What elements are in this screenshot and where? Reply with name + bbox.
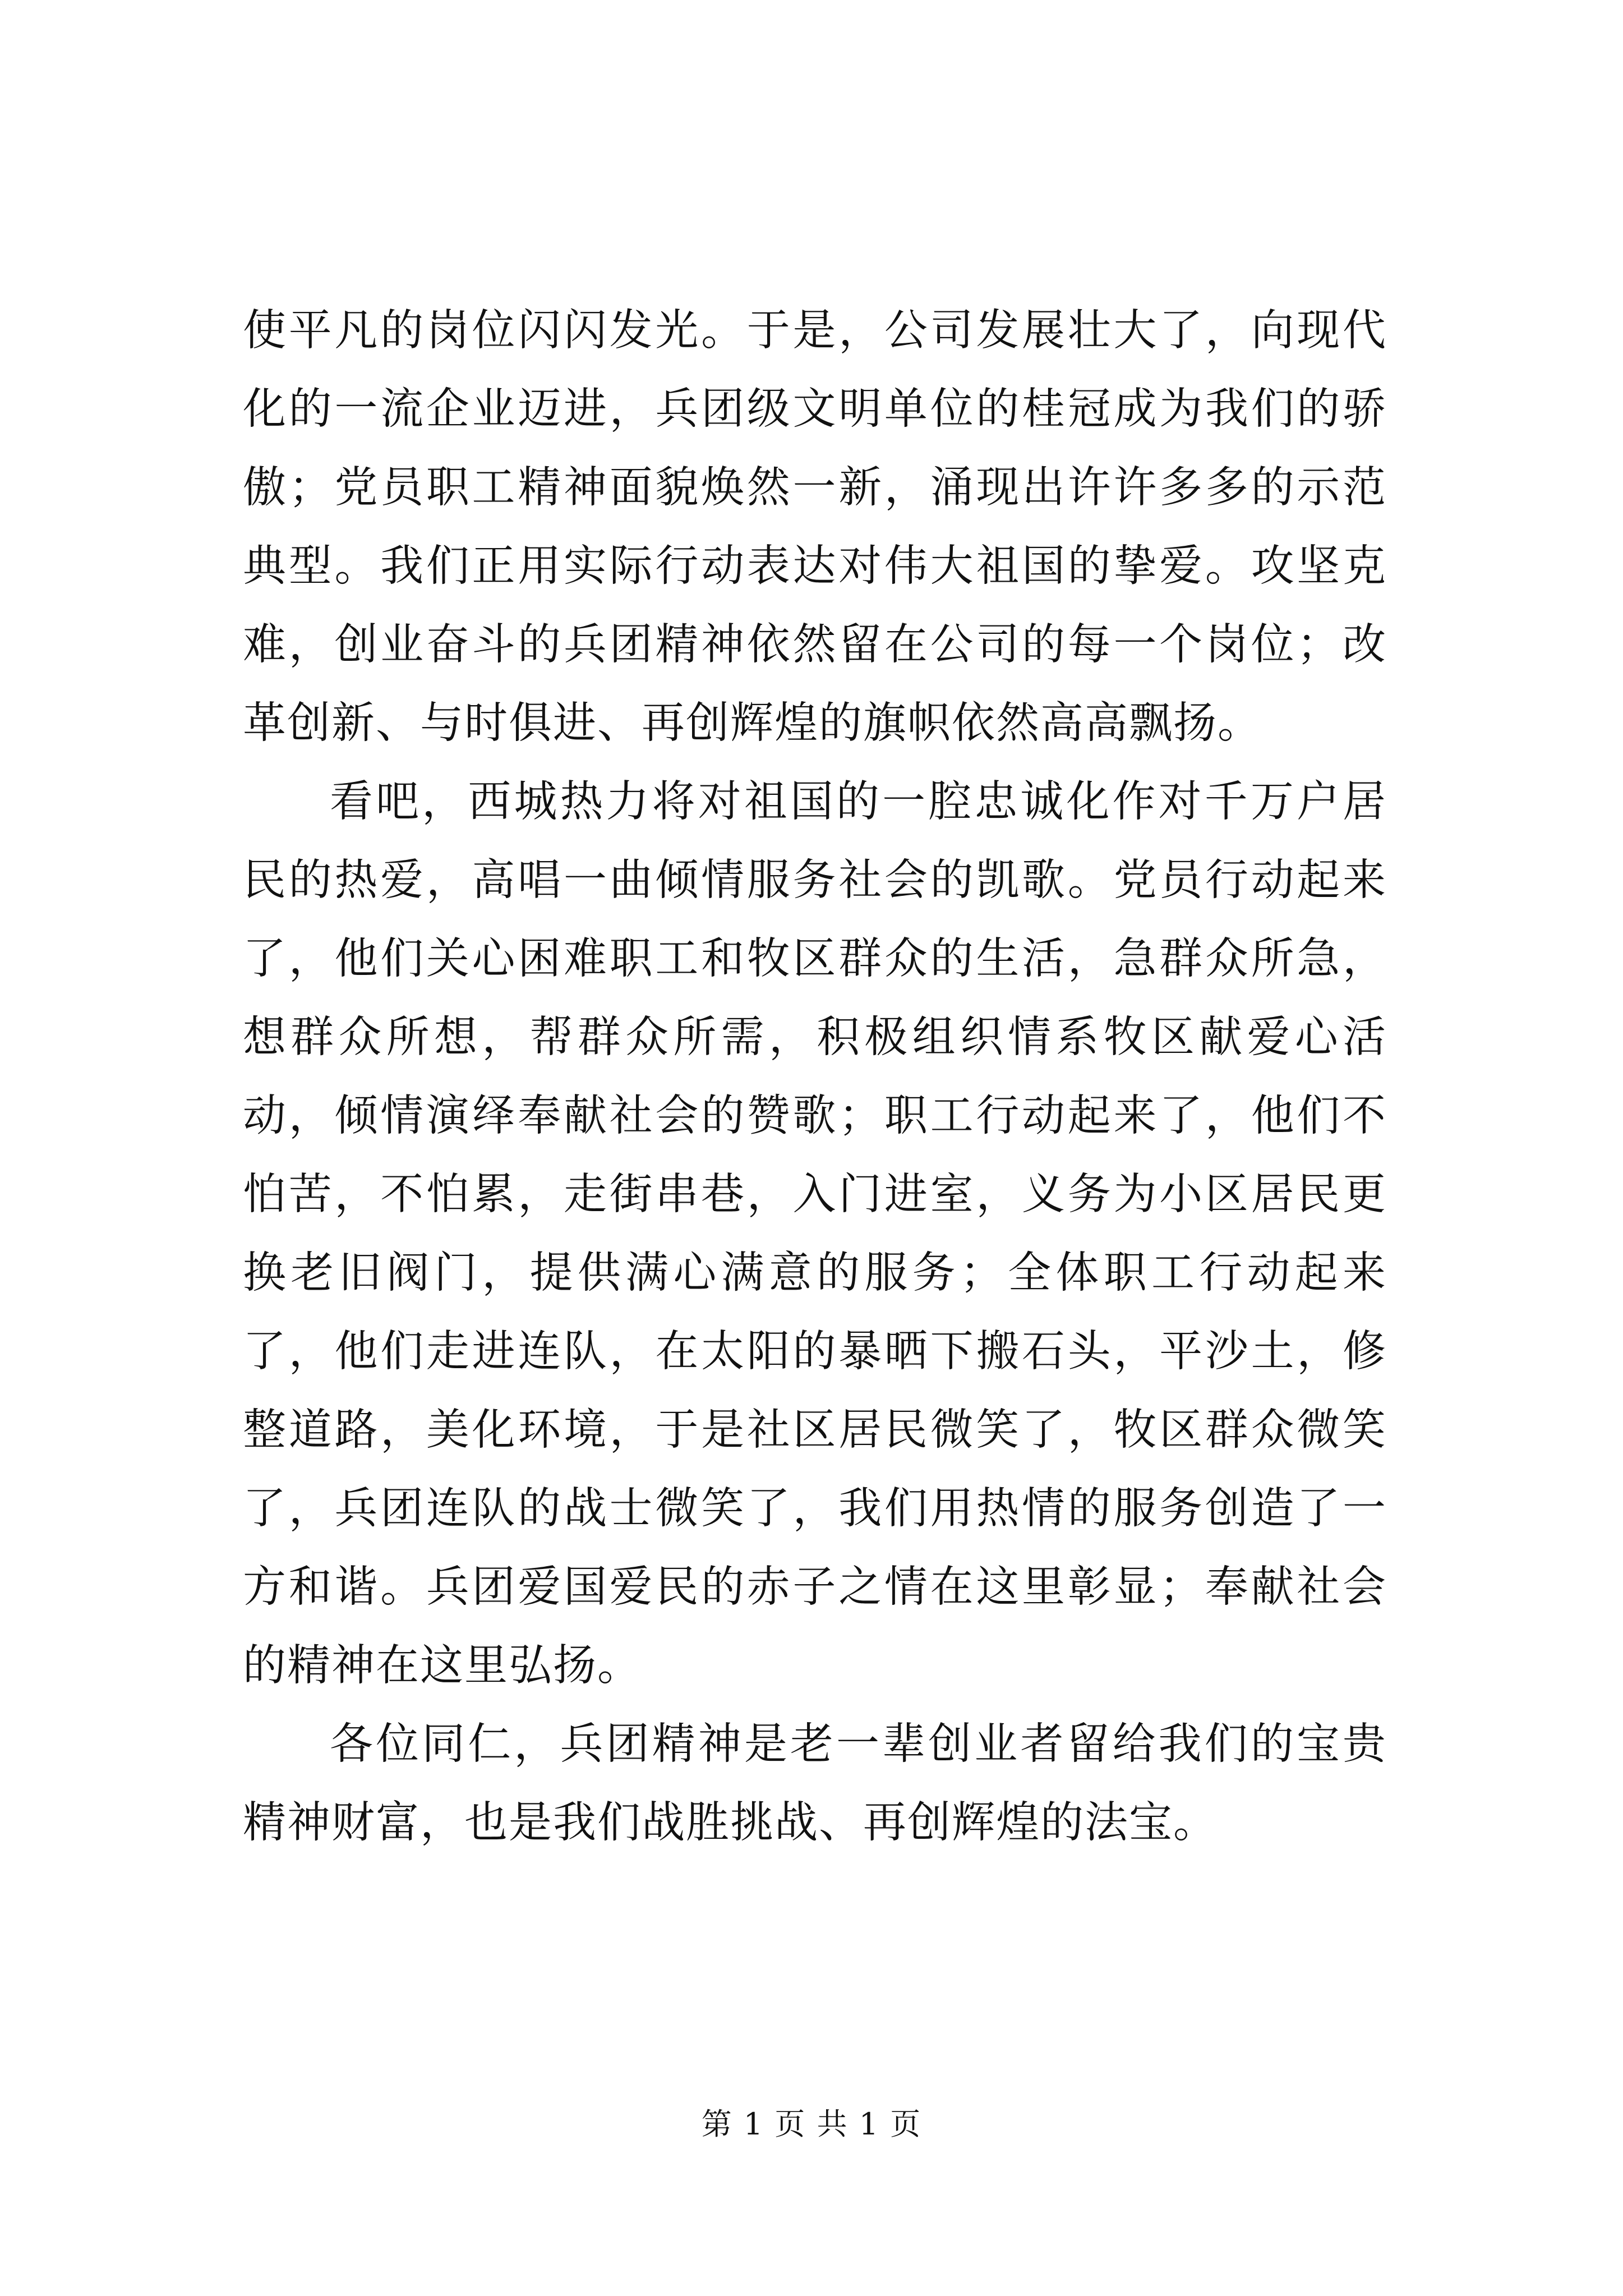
paragraph-3: 各位同仁，兵团精神是老一辈创业者留给我们的宝贵精神财富，也是我们战胜挑战、再创辉煌的法宝。 <box>243 1719 1387 1848</box>
body-text <box>243 292 1387 1862</box>
page-number-footer: 第 1 页 共 1 页 <box>701 2106 922 2142</box>
paragraph-2: 看吧，西城热力将对祖国的一腔忠诚化作对千万户居民的热爱，高唱一曲倾情服务社会的凯歌。党员行动起来了，他们关心困难职工和牧区群众的生活，急群众所急，想群众所想，帮群众所需，积极组织情系牧区献爱心活动，倾情演绎奉献社会的赞歌；职工行动起来了，他们不怕苦，不怕累，走街串巷，入门进室，义务为小区居民更换老旧阀门，提供满心满意的服务；全体职工行动起来了，他们走进连队，在太阳的暴晒下搬石头，平沙土，修整道路，美化环境，于是社区居民微笑了，牧区群众微笑了，兵团连队的战士微笑了，我们用热情的服务创造了一方和谐。兵团爱国爱民的赤子之情在这里彰显；奉献社会的精神在这里弘扬。 <box>243 777 1387 1691</box>
paragraph-1: 使平凡的岗位闪闪发光。于是，公司发展壮大了，向现代化的一流企业迈进，兵团级文明单位的桂冠成为我们的骄傲；党员职工精神面貌焕然一新，涌现出许许多多的示范典型。我们正用实际行动表达对伟大祖国的挚爱。攻坚克难，创业奋斗的兵团精神依然留在公司的每一个岗位；改革创新、与时俱进、再创辉煌的旗帜依然高高飘扬。 <box>243 306 1387 748</box>
